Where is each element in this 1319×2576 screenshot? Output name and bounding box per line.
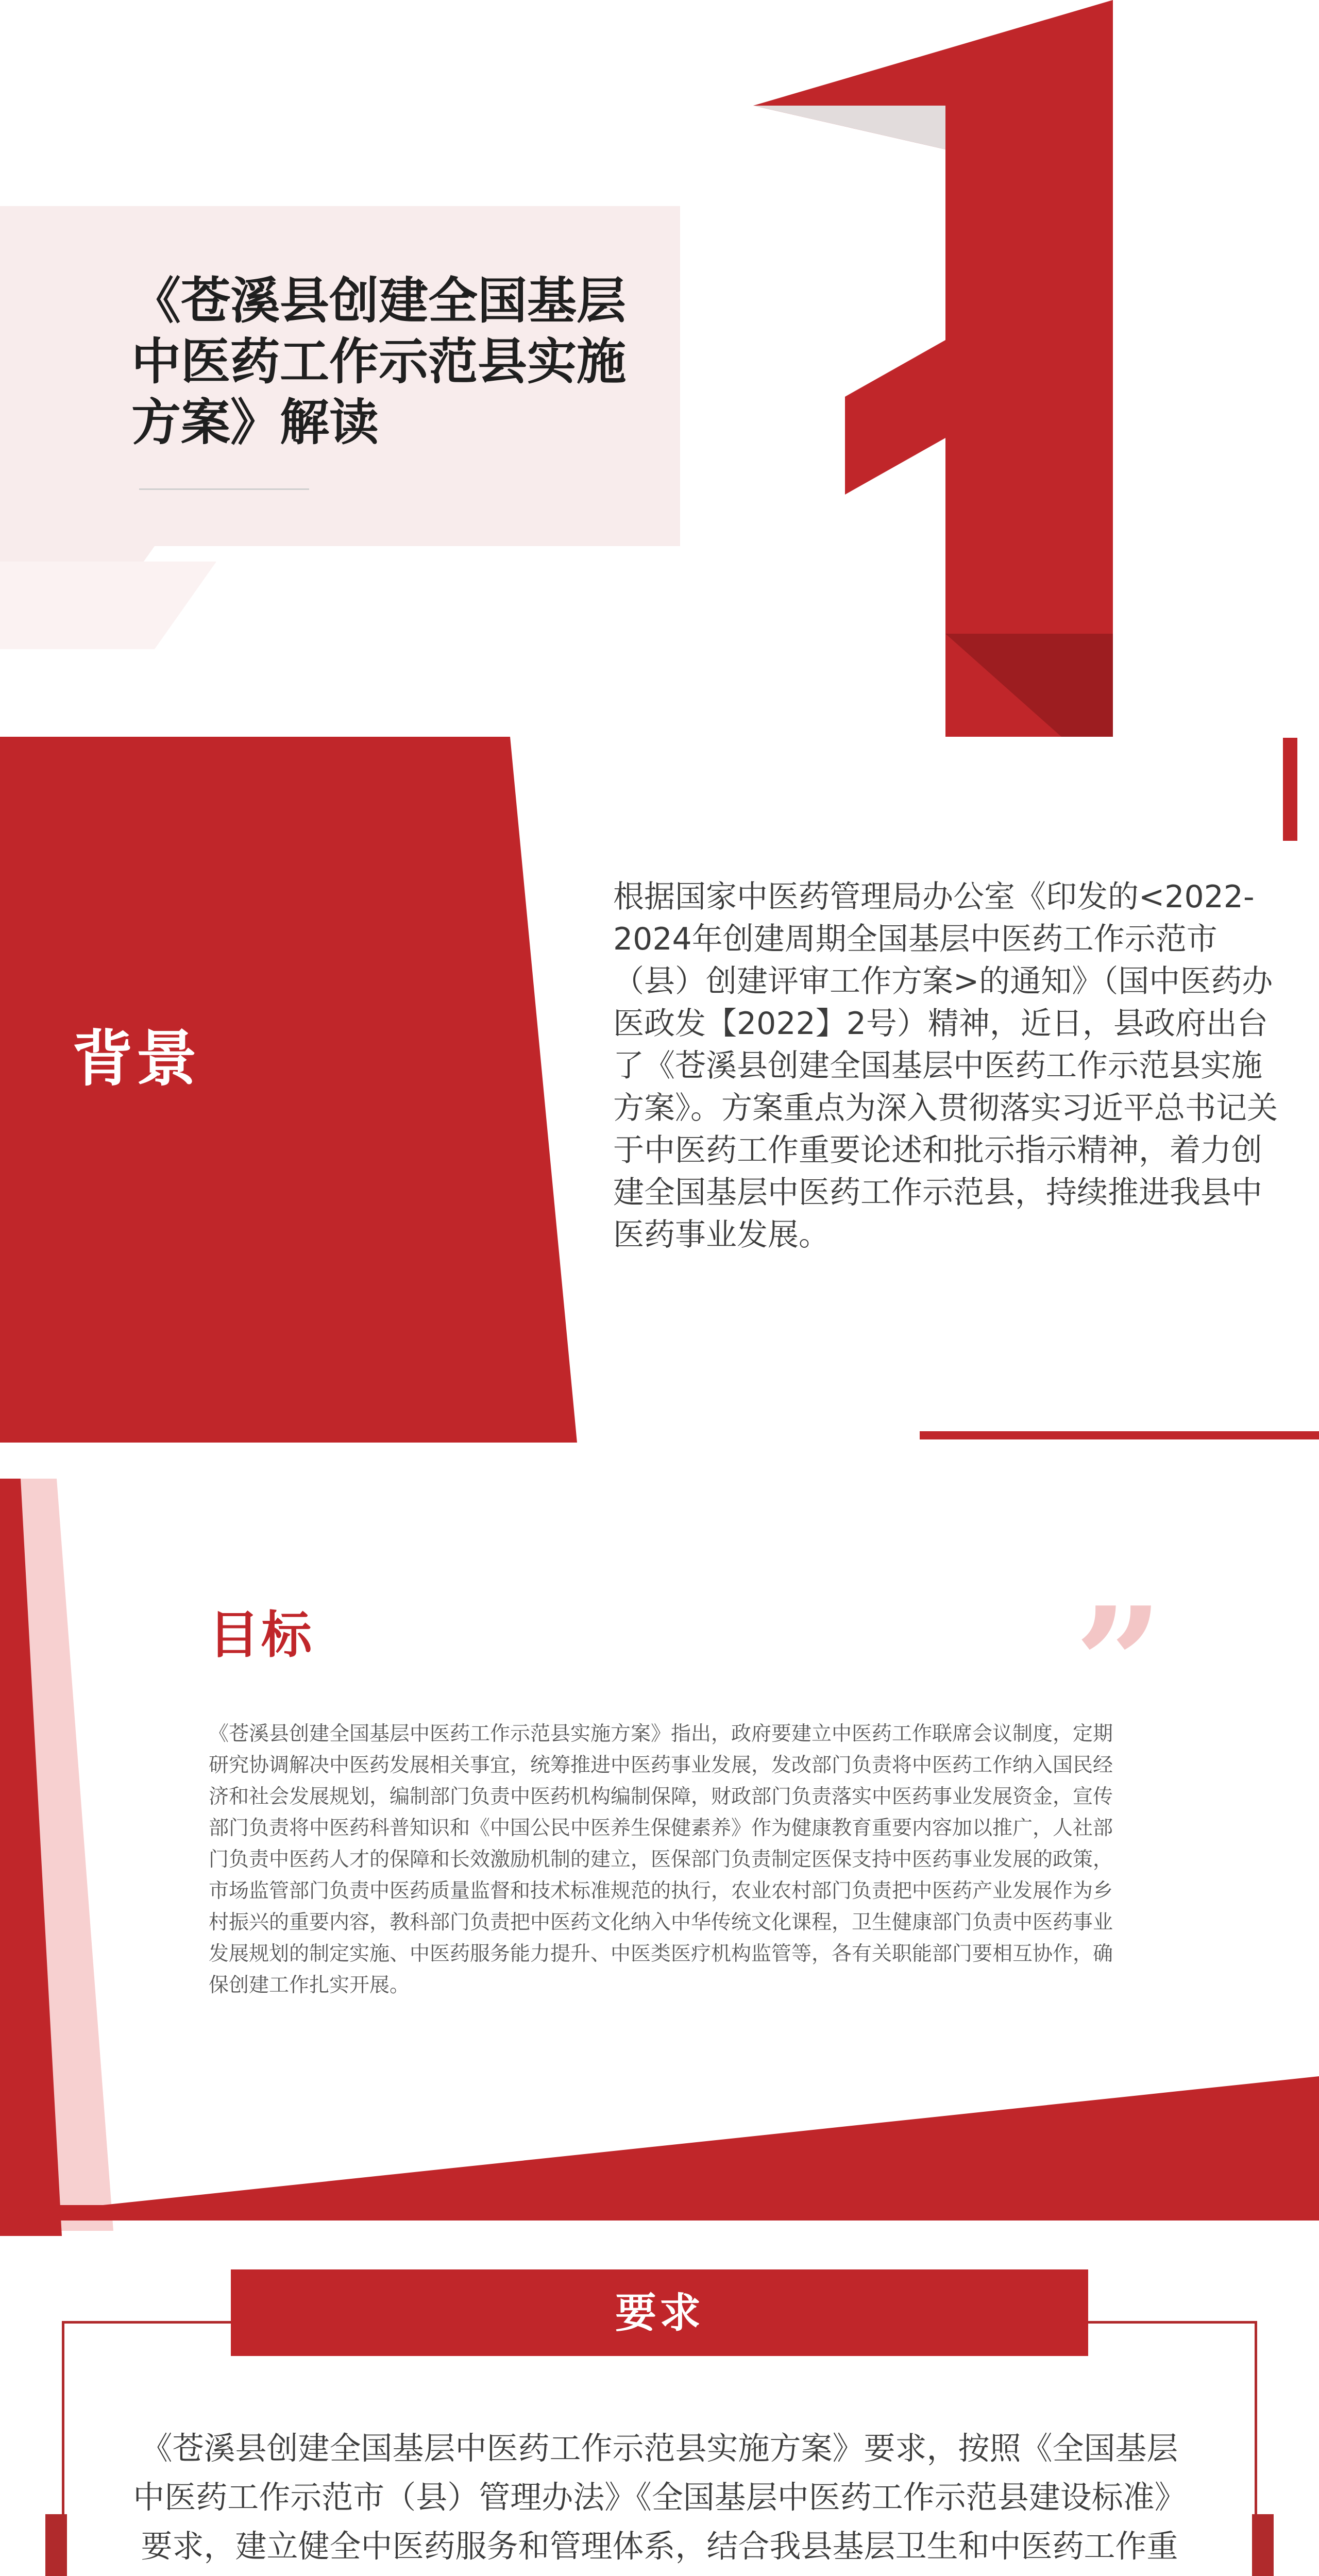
goal-red-strip xyxy=(0,2205,1319,2221)
requirement-text: 《苍溪县创建全国基层中医药工作示范县实施方案》要求，按照《全国基层中医药工作示范市（县）管理办法》《全国基层中医药工作示范县建设标准》要求，建立健全中医药服务和管理体系，结合我县基层卫生和中医药工作重 xyxy=(133,2430,1186,2565)
goal-text: 《苍溪县创建全国基层中医药工作示范县实施方案》指出，政府要建立中医药工作联席会议制度，定期研究协调解决中医药发展相关事宜，统筹推进中医药事业发展，发改部门负责将中医药工作纳入国民经济和社会发展规划，编制部门负责中医药机构编制保障，财政部门负责落实中医药事业发展资金，宣传部门负责将中医药科普知识和《中国公民中医养生保健素养》作为健康教育重要内容加以推广，人社部门负责中医药人才的保障和长效激励机制的建立，医保部门负责制定医保支持中医药事业发展的政策，市场监管部门负责中医药质量监督和技术标准规范的执行，农业农村部门负责把中医药产业发展作为乡村振兴的重要内容，教科部门负责把中医药文化纳入中华传统文化课程，卫生健康部门负责中医药事业发展规划的制定实施、中医药服务能力提升、中医类医疗机构监管等，各有关职能部门要相互协作，确保创建工作扎实开展。 xyxy=(209,1722,1113,1997)
bg-right-bar xyxy=(1283,738,1297,841)
bg-separator xyxy=(920,1431,1319,1439)
goal-red-bottom xyxy=(0,2076,1319,2221)
header-pink-lower xyxy=(0,562,216,649)
goal-heading: 目标 xyxy=(209,1606,314,1665)
header-red-fold xyxy=(753,106,945,149)
title-divider xyxy=(139,488,309,490)
background-heading: 背景 xyxy=(72,1023,200,1094)
background-text: 根据国家中医药管理局办公室《印发的<2022-2024年创建周期全国基层中医药工作示范市（县）创建评审工作方案>的通知》（国中医药办医政发【2022】2号）精神，近日，县政府出台了《苍溪县创建全国基层中医药工作示范县实施方案》。方案重点为深入贯彻落实习近平总书记关于中医药工作重要论述和批示指示精神，着力创建全国基层中医药工作示范县，持续推进我县中医药事业发展。 xyxy=(613,879,1278,1253)
quote-mark-icon: ” xyxy=(1074,1573,1163,1755)
requirement-heading: 要求 xyxy=(615,2289,704,2337)
page-title: 《苍溪县创建全国基层中医药工作示范县实施方案》解读 xyxy=(131,272,626,451)
